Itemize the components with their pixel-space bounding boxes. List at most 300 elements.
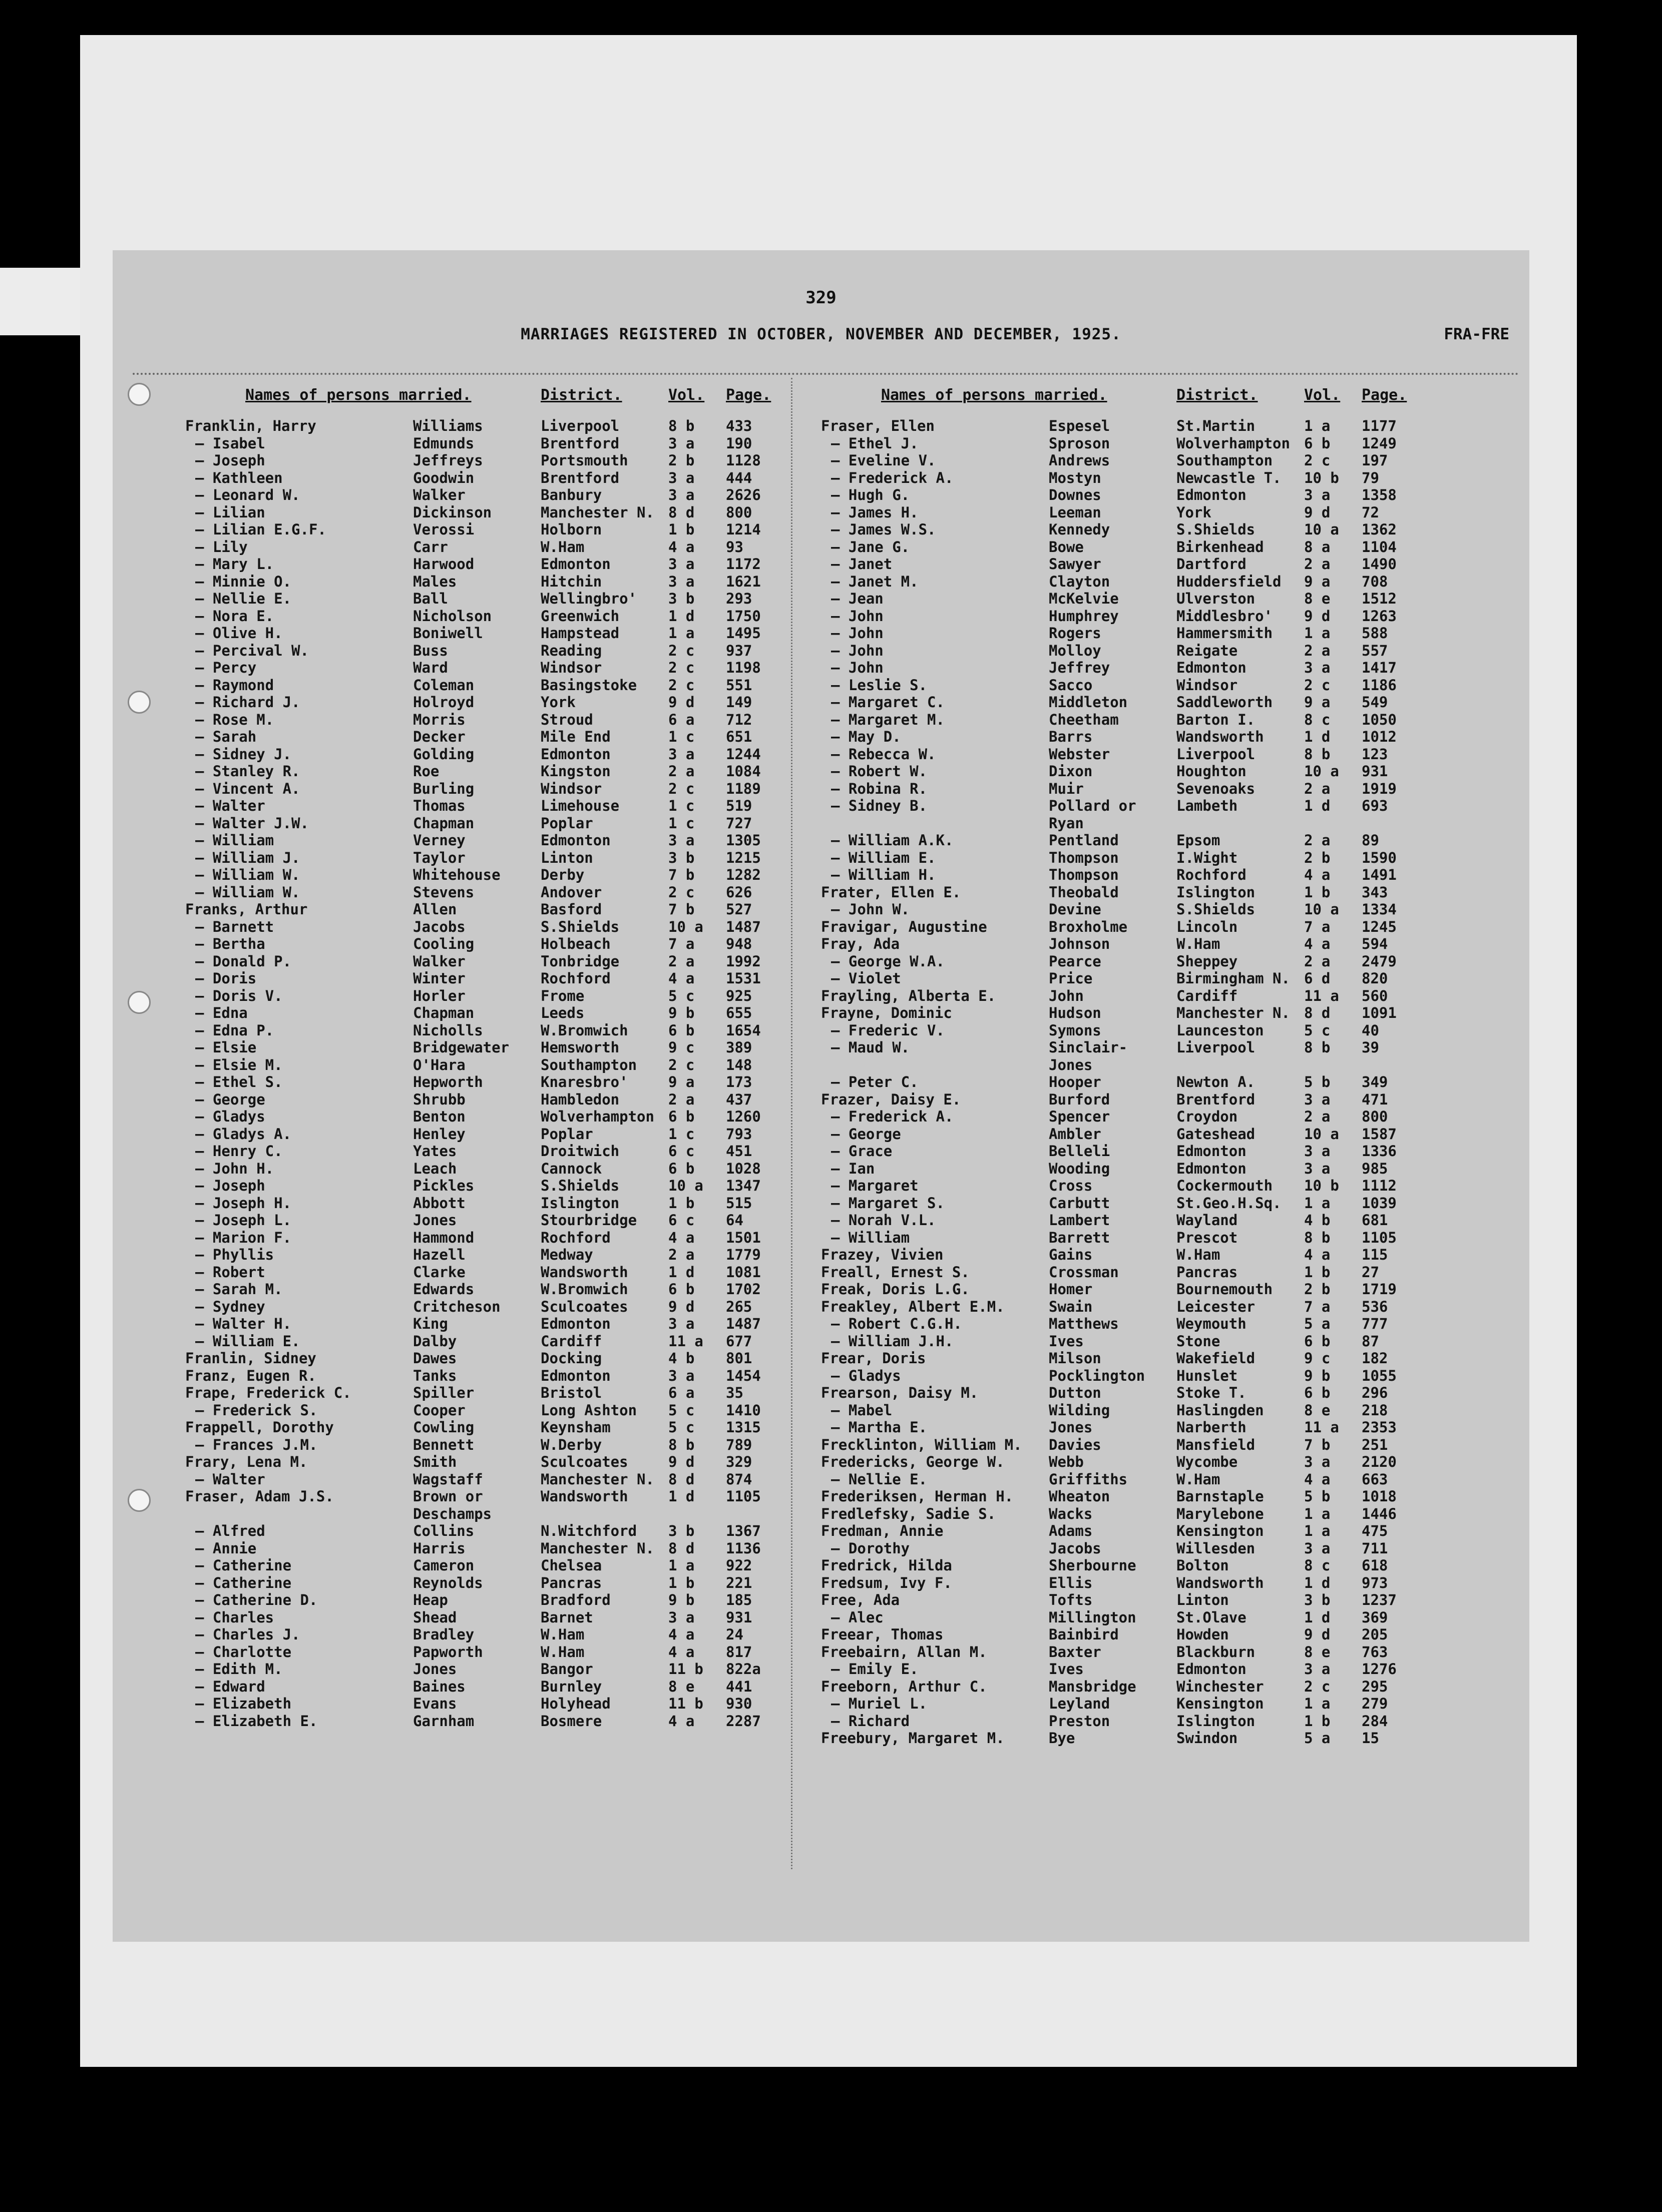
page-ref: 79 [1362, 469, 1379, 486]
spouse-surname: Spencer [1049, 1108, 1110, 1125]
district: Droitwich [541, 1143, 620, 1160]
district: Brentford [541, 434, 620, 452]
volume: 2 c [668, 1056, 695, 1073]
spouse-surname: Matthews [1049, 1315, 1119, 1332]
district: W.Ham [1176, 935, 1220, 952]
person-name: Free, Ada [821, 1591, 900, 1608]
page-ref: 2353 [1362, 1419, 1397, 1436]
spouse-surname: Barrett [1049, 1229, 1110, 1246]
spouse-surname: Carr [413, 538, 448, 556]
spouse-surname: Carbutt [1049, 1194, 1110, 1212]
page-ref: 1214 [726, 521, 761, 538]
volume: 2 a [668, 952, 695, 970]
district: Hitchin [541, 573, 602, 590]
volume: 11 a [1304, 987, 1339, 1004]
volume: 8 d [668, 1470, 695, 1488]
page-ref: 2626 [726, 486, 761, 503]
volume: 8 e [668, 1678, 695, 1695]
page-ref: 1128 [726, 452, 761, 469]
district: W.Ham [541, 1643, 585, 1661]
volume: 10 a [1304, 521, 1339, 538]
page-ref: 1491 [1362, 866, 1397, 883]
district: W.Bromwich [541, 1281, 628, 1298]
page-ref: 1362 [1362, 521, 1397, 538]
spouse-surname: Spiller [413, 1384, 475, 1401]
spouse-surname: Millington [1049, 1608, 1136, 1626]
person-name: — John [831, 625, 884, 642]
volume: 2 a [1304, 952, 1331, 970]
volume: 4 a [1304, 866, 1331, 883]
page-ref: 40 [1362, 1021, 1379, 1039]
page-title: MARRIAGES REGISTERED IN OCTOBER, NOVEMBER AND DECEMBER, 1925. [521, 325, 1121, 343]
district: Croydon [1176, 1108, 1238, 1125]
district: Brentford [541, 469, 620, 486]
district: York [541, 694, 576, 711]
person-name: — Olive H. [195, 625, 283, 642]
volume: 6 b [1304, 434, 1331, 452]
district: York [1176, 503, 1211, 521]
page-ref: 1136 [726, 1539, 761, 1557]
spouse-surname: Cowling [413, 1419, 475, 1436]
district: Islington [1176, 1712, 1256, 1730]
spouse-surname: Downes [1049, 486, 1101, 503]
spouse-surname: Webster [1049, 745, 1110, 763]
person-name: — Robert C.G.H. [831, 1315, 962, 1332]
page-ref: 594 [1362, 935, 1388, 952]
district: Bolton [1176, 1557, 1229, 1574]
page-ref: 1347 [726, 1177, 761, 1194]
page-ref: 1112 [1362, 1177, 1397, 1194]
district: Tonbridge [541, 952, 620, 970]
page-ref: 1992 [726, 952, 761, 970]
spouse-surname: Homer [1049, 1281, 1093, 1298]
person-name: — May D. [831, 728, 901, 745]
district: Blackburn [1176, 1643, 1256, 1661]
person-name: — Sidney B. [831, 797, 928, 814]
names-header: Names of persons married. [245, 386, 472, 404]
district: Linton [1176, 1591, 1229, 1608]
volume: 3 a [668, 745, 695, 763]
volume: 2 c [668, 642, 695, 659]
district: Lincoln [1176, 918, 1238, 935]
page-ref: 1198 [726, 659, 761, 676]
spouse-surname: Dixon [1049, 763, 1093, 780]
district: Linton [541, 849, 593, 866]
person-name: — Hugh G. [831, 486, 910, 503]
volume: 4 a [668, 1626, 695, 1643]
person-name: — Walter [195, 1470, 265, 1488]
district: Manchester N. [541, 503, 654, 521]
volume: 3 a [1304, 486, 1331, 503]
person-name: — Doris [195, 970, 257, 987]
person-name: Frayne, Dominic [821, 1004, 952, 1021]
volume: 3 a [668, 1315, 695, 1332]
volume: 1 b [1304, 1263, 1331, 1281]
spouse-surname: Abbott [413, 1194, 466, 1212]
volume: 1 c [668, 814, 695, 832]
district: Edmonton [541, 556, 611, 573]
person-name: — Elsie M. [195, 1056, 283, 1073]
page-ref: 197 [1362, 452, 1388, 469]
volume: 6 b [668, 1108, 695, 1125]
district: S.Shields [1176, 521, 1256, 538]
volume: 10 a [1304, 901, 1339, 918]
spouse-surname: Cheetham [1049, 711, 1119, 728]
volume: 7 b [668, 901, 695, 918]
volume: 5 c [668, 1419, 695, 1436]
spouse-surname: Harwood [413, 556, 475, 573]
district-header: District. [1176, 386, 1258, 404]
volume: 5 b [1304, 1488, 1331, 1505]
spouse-surname: Bowe [1049, 538, 1084, 556]
volume: 6 a [668, 711, 695, 728]
spouse-surname: Wheaton [1049, 1488, 1110, 1505]
spouse-surname: Wilding [1049, 1401, 1110, 1419]
spouse-surname: Smith [413, 1453, 457, 1470]
district: Wolverhampton [541, 1108, 654, 1125]
volume: 10 a [668, 1177, 703, 1194]
district: Wandsworth [541, 1488, 628, 1505]
page-ref: 922 [726, 1557, 752, 1574]
volume: 9 c [668, 1039, 695, 1056]
page-ref: 618 [1362, 1557, 1388, 1574]
volume: 3 a [668, 1608, 695, 1626]
district: Middlesbro' [1176, 607, 1273, 625]
district: Wolverhampton [1176, 434, 1290, 452]
volume: 6 b [668, 1160, 695, 1177]
spouse-surname: Jones [1049, 1056, 1093, 1073]
person-name: — Emily E. [831, 1661, 919, 1678]
person-name: — Edna [195, 1004, 248, 1021]
spouse-surname: Bridgewater [413, 1039, 510, 1056]
district: Edmonton [541, 745, 611, 763]
page-ref: 1305 [726, 832, 761, 849]
person-name: — Sarah M. [195, 1281, 283, 1298]
person-name: — George W.A. [831, 952, 945, 970]
district: Southampton [541, 1056, 637, 1073]
person-name: Freebury, Margaret M. [821, 1730, 1005, 1747]
volume: 1 b [668, 1574, 695, 1591]
person-name: Frater, Ellen E. [821, 883, 961, 901]
page-ref: 536 [1362, 1298, 1388, 1315]
page-ref: 973 [1362, 1574, 1388, 1591]
person-name: — Catherine [195, 1574, 292, 1591]
page-ref: 1590 [1362, 849, 1397, 866]
volume: 3 b [668, 1522, 695, 1539]
volume: 7 b [1304, 1436, 1331, 1453]
district: Docking [541, 1350, 602, 1367]
person-name: Frecklinton, William M. [821, 1436, 1022, 1453]
spouse-surname: Horler [413, 987, 466, 1004]
person-name: — Mabel [831, 1401, 893, 1419]
district: Pancras [1176, 1263, 1238, 1281]
volume: 3 a [668, 469, 695, 486]
person-name: — James H. [831, 503, 919, 521]
page-ref: 343 [1362, 883, 1388, 901]
spouse-surname: Jacobs [413, 918, 466, 935]
district: Sheppey [1176, 952, 1238, 970]
page-ref: 221 [726, 1574, 752, 1591]
spouse-surname: Burford [1049, 1090, 1110, 1108]
district: Wandsworth [1176, 1574, 1264, 1591]
person-name: Franklin, Harry [185, 417, 316, 434]
spouse-surname: Preston [1049, 1712, 1110, 1730]
page-ref: 930 [726, 1695, 752, 1712]
page-ref: 15 [1362, 1730, 1379, 1747]
district: Edmonton [541, 1367, 611, 1384]
district: Basingstoke [541, 676, 637, 694]
spouse-surname: Nicholls [413, 1021, 483, 1039]
person-name: — Dorothy [831, 1539, 910, 1557]
person-name: — John W. [831, 901, 910, 918]
spouse-surname: Pearce [1049, 952, 1101, 970]
person-name: — Marion F. [195, 1229, 292, 1246]
volume: 5 c [668, 1401, 695, 1419]
district: Stourbridge [541, 1212, 637, 1229]
person-name: — Norah V.L. [831, 1212, 936, 1229]
page-ref: 1177 [1362, 417, 1397, 434]
page-ref: 1189 [726, 780, 761, 797]
spouse-surname: Allen [413, 901, 457, 918]
district: Banbury [541, 486, 602, 503]
person-name: Frear, Doris [821, 1350, 926, 1367]
district: Long Ashton [541, 1401, 637, 1419]
district: Winchester [1176, 1678, 1264, 1695]
page-ref: 190 [726, 434, 752, 452]
spouse-surname: Shead [413, 1608, 457, 1626]
page-ref: 1358 [1362, 486, 1397, 503]
district: W.Derby [541, 1436, 602, 1453]
page-ref: 1495 [726, 625, 761, 642]
page-ref: 560 [1362, 987, 1388, 1004]
page-ref: 1215 [726, 849, 761, 866]
district: Edmonton [1176, 1143, 1246, 1160]
district: Holborn [541, 521, 602, 538]
volume: 2 c [668, 883, 695, 901]
spouse-surname: Winter [413, 970, 466, 987]
spouse-surname: Hazell [413, 1246, 466, 1263]
spouse-surname: Kennedy [1049, 521, 1110, 538]
district: S.Shields [541, 918, 620, 935]
binder-hole-top [128, 383, 151, 406]
district: Holyhead [541, 1695, 611, 1712]
person-name: — Sarah [195, 728, 257, 745]
volume: 7 a [1304, 1298, 1331, 1315]
district: Kensington [1176, 1695, 1264, 1712]
district: St.Martin [1176, 417, 1256, 434]
person-name: — Gladys [195, 1108, 265, 1125]
district: Bangor [541, 1661, 593, 1678]
spouse-surname: Tanks [413, 1367, 457, 1384]
district: Hampstead [541, 625, 620, 642]
spouse-surname: Ellis [1049, 1574, 1093, 1591]
volume: 3 a [668, 486, 695, 503]
person-name: — Charles J. [195, 1626, 300, 1643]
district: N.Witchford [541, 1522, 637, 1539]
page-ref: 1186 [1362, 676, 1397, 694]
binder-hole-middle [128, 691, 151, 714]
person-name: — Rose M. [195, 711, 274, 728]
volume: 2 c [1304, 452, 1331, 469]
person-name: — Nora E. [195, 607, 274, 625]
page-ref: 1512 [1362, 590, 1397, 607]
district: Edmonton [541, 832, 611, 849]
district: Swindon [1176, 1730, 1238, 1747]
volume: 1 a [1304, 1522, 1331, 1539]
page-ref: 1084 [726, 763, 761, 780]
page-ref: 1249 [1362, 434, 1397, 452]
volume: 1 a [668, 1557, 695, 1574]
person-name: — William [831, 1229, 910, 1246]
person-name: — Henry C. [195, 1143, 283, 1160]
person-name: — Janet M. [831, 573, 919, 590]
index-range: FRA-FRE [1444, 325, 1509, 343]
page-ref: 1018 [1362, 1488, 1397, 1505]
page-ref: 389 [726, 1039, 752, 1056]
spouse-surname: Deschamps [413, 1505, 492, 1522]
person-name: — Ian [831, 1160, 875, 1177]
spouse-surname: Ives [1049, 1332, 1084, 1350]
page-ref: 931 [726, 1608, 752, 1626]
volume: 9 d [1304, 1626, 1331, 1643]
page-ref: 1454 [726, 1367, 761, 1384]
district: Barnet [541, 1608, 593, 1626]
volume: 2 a [1304, 556, 1331, 573]
volume: 1 c [668, 728, 695, 745]
volume: 10 a [1304, 1125, 1339, 1143]
page-ref: 948 [726, 935, 752, 952]
volume: 9 d [668, 1298, 695, 1315]
page-ref: 1367 [726, 1522, 761, 1539]
spouse-surname: Milson [1049, 1350, 1101, 1367]
page-ref: 27 [1362, 1263, 1379, 1281]
spouse-surname: Jones [413, 1661, 457, 1678]
page-ref: 1105 [1362, 1229, 1397, 1246]
person-name: — Robert [195, 1263, 265, 1281]
volume: 3 a [1304, 1453, 1331, 1470]
district: Bradford [541, 1591, 611, 1608]
page-ref: 1702 [726, 1281, 761, 1298]
spouse-surname: Thomas [413, 797, 466, 814]
spouse-surname: Pollard or [1049, 797, 1136, 814]
spouse-surname: Sproson [1049, 434, 1110, 452]
district: Huddersfield [1176, 573, 1282, 590]
spouse-surname: Garnham [413, 1712, 475, 1730]
binder-hole-bottom [128, 1489, 151, 1512]
page-ref: 433 [726, 417, 752, 434]
page-ref: 1244 [726, 745, 761, 763]
spouse-surname: Hooper [1049, 1073, 1101, 1090]
spouse-surname: Nicholson [413, 607, 492, 625]
page-ref: 295 [1362, 1678, 1388, 1695]
person-name: — Vincent A. [195, 780, 300, 797]
district: Stone [1176, 1332, 1220, 1350]
spouse-surname: Sherbourne [1049, 1557, 1136, 1574]
spouse-surname: Molloy [1049, 642, 1101, 659]
spouse-surname: Thompson [1049, 849, 1119, 866]
spouse-surname: Benton [413, 1108, 466, 1125]
spouse-surname: Hepworth [413, 1073, 483, 1090]
spouse-surname: Andrews [1049, 452, 1110, 469]
district: W.Ham [541, 1626, 585, 1643]
person-name: — Frederic V. [831, 1021, 945, 1039]
volume: 4 a [668, 970, 695, 987]
person-name: — Elizabeth E. [195, 1712, 318, 1730]
volume: 3 a [668, 434, 695, 452]
person-name: — Elizabeth [195, 1695, 292, 1712]
page-ref: 1263 [1362, 607, 1397, 625]
district: Leicester [1176, 1298, 1256, 1315]
volume: 2 b [668, 452, 695, 469]
spouse-surname: Webb [1049, 1453, 1084, 1470]
volume: 10 b [1304, 1177, 1339, 1194]
page-ref: 1501 [726, 1229, 761, 1246]
spouse-surname: Williams [413, 417, 483, 434]
page-ref: 1919 [1362, 780, 1397, 797]
spouse-surname: Leyland [1049, 1695, 1110, 1712]
volume: 2 c [668, 676, 695, 694]
page-ref: 296 [1362, 1384, 1388, 1401]
spouse-surname: Wacks [1049, 1505, 1093, 1522]
volume: 5 c [1304, 1021, 1331, 1039]
person-name: — William [195, 832, 274, 849]
spouse-surname: Shrubb [413, 1090, 466, 1108]
person-name: — Sydney [195, 1298, 265, 1315]
district: Cardiff [541, 1332, 602, 1350]
person-name: — Joseph L. [195, 1212, 292, 1229]
page-ref: 148 [726, 1056, 752, 1073]
spouse-surname: Gains [1049, 1246, 1093, 1263]
volume: 2 a [668, 1090, 695, 1108]
page-ref: 471 [1362, 1090, 1388, 1108]
person-name: — Percival W. [195, 642, 309, 659]
volume: 1 d [668, 1488, 695, 1505]
spouse-surname: Dutton [1049, 1384, 1101, 1401]
district: Lambeth [1176, 797, 1238, 814]
spouse-surname: Sacco [1049, 676, 1093, 694]
spouse-surname: Ward [413, 659, 448, 676]
page-number: 329 [805, 288, 837, 308]
person-name: — Robert W. [831, 763, 928, 780]
district: Marylebone [1176, 1505, 1264, 1522]
district: Frome [541, 987, 585, 1004]
district: Edmonton [1176, 659, 1246, 676]
person-name: — Raymond [195, 676, 274, 694]
district: Knaresbro' [541, 1073, 628, 1090]
volume: 9 b [1304, 1367, 1331, 1384]
volume: 8 e [1304, 590, 1331, 607]
district: Barnstaple [1176, 1488, 1264, 1505]
volume: 1 d [1304, 1608, 1331, 1626]
district: Medway [541, 1246, 593, 1263]
person-name: — Edward [195, 1678, 265, 1695]
spouse-surname: Ball [413, 590, 448, 607]
page-ref: 1172 [726, 556, 761, 573]
volume: 7 a [1304, 918, 1331, 935]
page-ref: 284 [1362, 1712, 1388, 1730]
district: Basford [541, 901, 602, 918]
page-ref: 549 [1362, 694, 1388, 711]
person-name: — Catherine [195, 1557, 292, 1574]
person-name: — William J.H. [831, 1332, 954, 1350]
person-name: Franz, Eugen R. [185, 1367, 316, 1384]
person-name: — Janet [831, 556, 893, 573]
person-name: — Lilian E.G.F. [195, 521, 326, 538]
volume: 9 d [1304, 503, 1331, 521]
spouse-surname: Collins [413, 1522, 475, 1539]
person-name: Fray, Ada [821, 935, 900, 952]
spouse-surname: Adams [1049, 1522, 1093, 1539]
